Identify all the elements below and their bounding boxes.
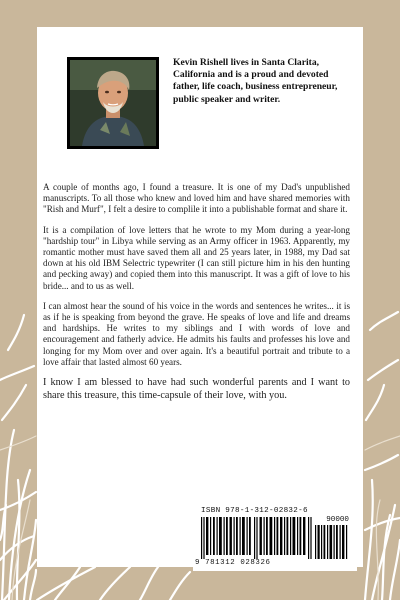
blurb-paragraph: A couple of months ago, I found a treasure. It is one of my Dad's unpublished manuscripts. To all those who knew and loved him and have shared memories with "Rish and Murf", I felt a desire to complile it into a publishable format and share it. bbox=[43, 182, 350, 215]
back-cover-text-panel bbox=[37, 27, 363, 567]
blurb-paragraph: I know I am blessed to have had such wonderful parents and I want to share this treasure, this time-capsule of their love, with you. bbox=[43, 377, 350, 401]
isbn-barcode-box bbox=[193, 503, 357, 571]
publisher-url: www.lulu.com bbox=[106, 529, 138, 535]
publisher-id: ID: 14309398 bbox=[106, 522, 138, 528]
author-portrait-icon bbox=[70, 60, 156, 146]
barcode-digits: 9 781312 028326 bbox=[195, 559, 271, 567]
author-bio: Kevin Rishell lives in Santa Clarita, California and is a proud and devoted father, life coach, business entrepreneur, public speaker and writer. bbox=[173, 57, 338, 105]
blurb-text bbox=[43, 182, 350, 411]
ean13-barcode-icon bbox=[201, 517, 313, 559]
price-addon-barcode-icon bbox=[315, 525, 349, 559]
publisher-info bbox=[92, 522, 152, 536]
blurb-paragraph: It is a compilation of love letters that he wrote to my Mom during a year-long "hardship tour" in Libya while serving as an Army officer in 1963. Apparently, my romantic mother must have saved them all and 25 years later, in 1988, my Dad sat down at his old IBM Selectric typewriter (I can still picture him in his den hunting and pecking away) and copied them into this manuscript. It was a gift of love to his bride... and to us as well. bbox=[43, 224, 350, 291]
price-code: 90000 bbox=[326, 516, 349, 524]
isbn-label: ISBN 978-1-312-02832-6 bbox=[201, 507, 308, 515]
blurb-paragraph: I can almost hear the sound of his voice in the words and sentences he writes... it is as if he is speaking from beyond the grave. He speaks of love and life and dreams and hardships. He writes to my siblings and I with words of love and encouragement and fatherly advice. He admits his faults and professes his love and longing for my Mom over and over again. It's a beautiful portrait and tribute to a love affair that lasted almost 60 years. bbox=[43, 300, 350, 367]
author-photo bbox=[67, 57, 159, 149]
